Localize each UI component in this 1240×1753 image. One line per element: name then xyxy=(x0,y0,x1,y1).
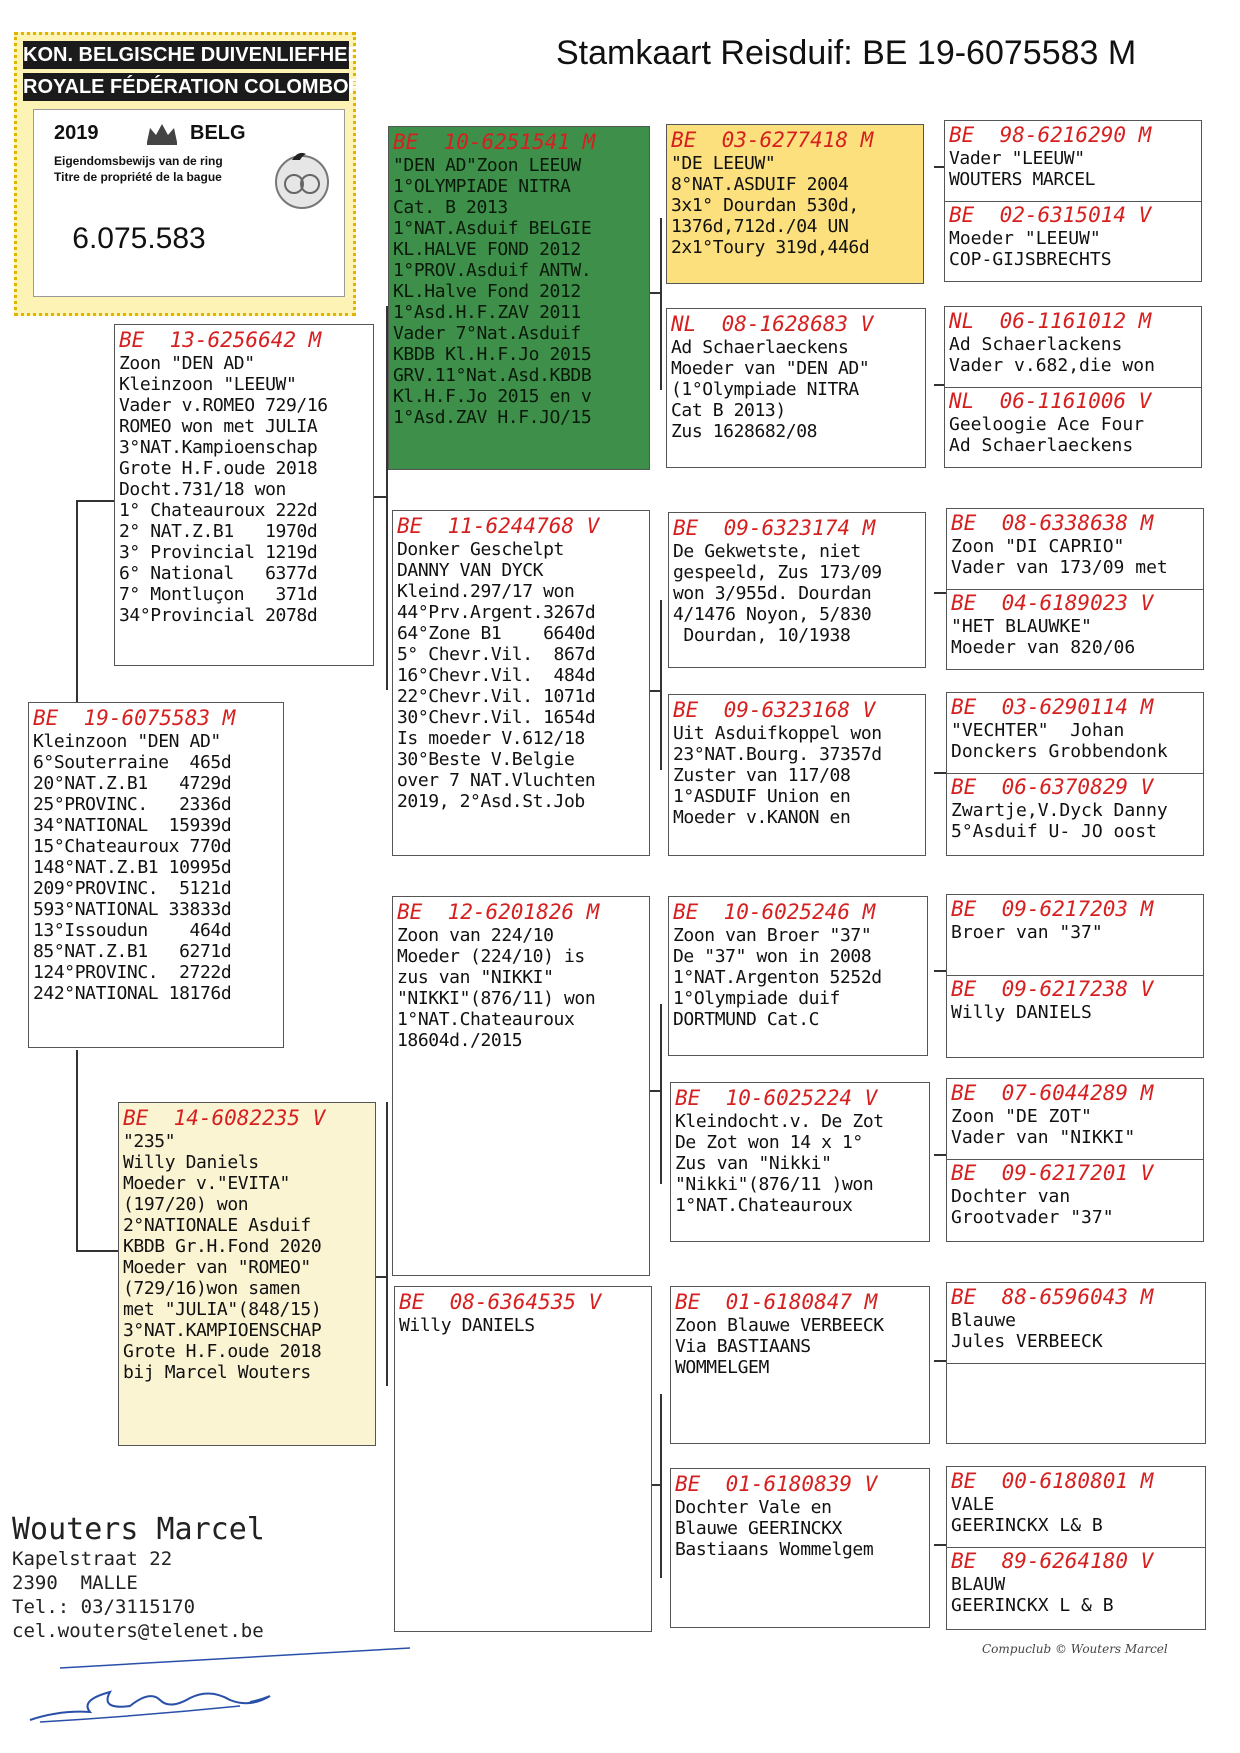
card-line: Ad Schaerlaeckens xyxy=(949,435,1134,456)
card-line: Blauwe xyxy=(951,1310,1017,1331)
card-line: 7° Montluçon 371d xyxy=(119,584,318,605)
connector-line xyxy=(374,496,388,498)
card-line: ROMEO won met JULIA xyxy=(119,416,318,437)
pigeon-card-ffff xyxy=(949,123,1151,190)
card-line: Cat B 2013) xyxy=(671,400,786,421)
card-line: 2°NATIONALE Asduif xyxy=(123,1215,311,1236)
pigeon-card-subject xyxy=(28,702,284,1048)
card-line: (197/20) won xyxy=(123,1194,249,1215)
card-line: Grote H.F.oude 2018 xyxy=(123,1341,322,1362)
card-line: 6° National 6377d xyxy=(119,563,318,584)
card-line: Zoon "DI CAPRIO" xyxy=(951,536,1125,557)
pigeon-pair-mff xyxy=(946,894,1204,1058)
ring-id: BE 06-6370829 V xyxy=(951,775,1154,799)
pigeon-card-mfmf xyxy=(951,1081,1153,1148)
card-line: 124°PROVINC. 2722d xyxy=(33,962,232,983)
pigeon-card-mf xyxy=(392,896,650,1276)
ring-id: NL 06-1161006 V xyxy=(949,389,1152,413)
pigeon-card-mother xyxy=(118,1102,376,1446)
page-title: Stamkaart Reisduif: BE 19-6075583 M xyxy=(556,34,1137,72)
card-line: Grootvader "37" xyxy=(951,1207,1114,1228)
card-line: COP-GIJSBRECHTS xyxy=(949,249,1112,270)
ring-card xyxy=(33,109,345,297)
card-line: Uit Asduifkoppel won xyxy=(673,723,882,744)
connector-line xyxy=(650,292,662,294)
ring-id: BE 01-6180847 M xyxy=(675,1290,878,1314)
connector-line xyxy=(660,1394,662,1578)
card-line: Kleinzoon "LEEUW" xyxy=(119,374,297,395)
divider xyxy=(947,1363,1205,1364)
card-line: Zwartje,V.Dyck Danny xyxy=(951,800,1168,821)
ring-id: BE 98-6216290 M xyxy=(949,123,1152,147)
owner-email: cel.wouters@telenet.be xyxy=(12,1620,264,1642)
pigeon-card-mffm xyxy=(951,977,1153,1023)
pigeon-card-mm xyxy=(394,1286,652,1632)
card-line: Broer van "37" xyxy=(951,922,1103,943)
pigeon-card-mmm xyxy=(670,1468,930,1628)
card-line: Moeder (224/10) is xyxy=(397,946,585,967)
card-line: 85°NAT.Z.B1 6271d xyxy=(33,941,232,962)
card-line: 34°Provincial 2078d xyxy=(119,605,318,626)
pigeon-card-fmf xyxy=(668,512,926,668)
card-line: 3°NAT.Kampioenschap xyxy=(119,437,318,458)
card-line: Moeder v."EVITA" xyxy=(123,1173,290,1194)
card-line: 15°Chateauroux 770d xyxy=(33,836,232,857)
connector-line xyxy=(934,1544,946,1546)
ring-id: BE 12-6201826 M xyxy=(397,900,600,924)
card-line: 64°Zone B1 6640d xyxy=(397,623,596,644)
card-line: 20°NAT.Z.B1 4729d xyxy=(33,773,232,794)
ring-id: BE 03-6290114 M xyxy=(951,695,1154,719)
ring-id: BE 09-6217201 V xyxy=(951,1161,1154,1185)
connector-line xyxy=(76,500,78,704)
ring-id: BE 13-6256642 M xyxy=(119,328,322,352)
connector-line xyxy=(650,1090,662,1092)
connector-line xyxy=(934,970,946,972)
card-line: Moeder van 820/06 xyxy=(951,637,1136,658)
ring-id: BE 08-6338638 M xyxy=(951,511,1154,535)
card-line: Zoon "DE ZOT" xyxy=(951,1106,1092,1127)
card-line: GEERINCKX L& B xyxy=(951,1515,1103,1536)
card-line: Donker Geschelpt xyxy=(397,539,564,560)
card-line: WOUTERS MARCEL xyxy=(949,169,1096,190)
card-line: Jules VERBEECK xyxy=(951,1331,1103,1352)
card-line: 209°PROVINC. 5121d xyxy=(33,878,232,899)
ownership-nl: Eigendomsbewijs van de ring xyxy=(54,154,223,168)
ring-id: BE 88-6596043 M xyxy=(951,1285,1154,1309)
card-line: Dourdan, 10/1938 xyxy=(673,625,851,646)
ring-number: 6.075.583 xyxy=(72,222,206,255)
card-line: Vader "LEEUW" xyxy=(949,148,1085,169)
federation-name-nl: KON. BELGISCHE DUIVENLIEFHEBBERSBOND xyxy=(23,41,349,69)
card-line: Via BASTIAANS xyxy=(675,1336,811,1357)
ring-id: BE 10-6025224 V xyxy=(675,1086,878,1110)
card-line: Vader van "NIKKI" xyxy=(951,1127,1136,1148)
card-line: Zoon "DEN AD" xyxy=(119,353,255,374)
pigeon-card-mmff xyxy=(951,1285,1153,1352)
pigeon-card-fmmm xyxy=(951,775,1168,842)
card-line: Cat. B 2013 xyxy=(393,197,508,218)
card-line: "VECHTER" Johan xyxy=(951,720,1125,741)
card-line: Kleindocht.v. De Zot xyxy=(675,1111,884,1132)
footer-credit: Compuclub © Wouters Marcel xyxy=(982,1642,1168,1656)
pigeon-card-mmf xyxy=(670,1286,930,1444)
card-line: 16°Chevr.Vil. 484d xyxy=(397,665,596,686)
card-line: Zoon van 224/10 xyxy=(397,925,554,946)
ring-id: BE 09-6323174 M xyxy=(673,516,876,540)
card-line: over 7 NAT.Vluchten xyxy=(397,770,596,791)
pigeon-card-mmmm xyxy=(951,1549,1153,1616)
card-line: 148°NAT.Z.B1 10995d xyxy=(33,857,232,878)
card-line: 1°NAT.Argenton 5252d xyxy=(673,967,882,988)
ring-id: BE 14-6082235 V xyxy=(123,1106,326,1130)
owner-phone: Tel.: 03/3115170 xyxy=(12,1596,196,1618)
card-line: Donckers Grobbendonk xyxy=(951,741,1168,762)
card-line: Vader van 173/09 met xyxy=(951,557,1168,578)
card-line: (729/16)won samen xyxy=(123,1278,301,1299)
card-line: "DE LEEUW" xyxy=(671,153,776,174)
card-line: (1°Olympiade NITRA xyxy=(671,379,859,400)
pigeon-card-ffmf xyxy=(949,309,1155,376)
pigeon-card-mfff xyxy=(951,897,1153,943)
connector-line xyxy=(660,600,662,770)
card-line: 2° NAT.Z.B1 1970d xyxy=(119,521,318,542)
card-line: KL.HALVE FOND 2012 xyxy=(393,239,581,260)
card-line: 3° Provincial 1219d xyxy=(119,542,318,563)
card-line: 1°OLYMPIADE NITRA xyxy=(393,176,571,197)
federation-logo-icon xyxy=(266,140,338,212)
ring-id: BE 09-6217238 V xyxy=(951,977,1154,1001)
pigeon-card-ffm xyxy=(666,308,926,468)
owner-name: Wouters Marcel xyxy=(12,1512,265,1547)
ring-id: BE 03-6277418 M xyxy=(671,128,874,152)
card-line: Bastiaans Wommelgem xyxy=(675,1539,874,1560)
card-line: zus van "NIKKI" xyxy=(397,967,554,988)
card-line: 1°NAT.Asduif BELGIE xyxy=(393,218,592,239)
ring-id: BE 07-6044289 M xyxy=(951,1081,1154,1105)
card-line: Willy Daniels xyxy=(123,1152,259,1173)
card-line: De Gekwetste, niet xyxy=(673,541,861,562)
ring-id: BE 09-6217203 M xyxy=(951,897,1154,921)
card-line: Ad Schaerlaeckens xyxy=(671,337,849,358)
card-line: Zoon van Broer "37" xyxy=(673,925,872,946)
ring-id: BE 02-6315014 V xyxy=(949,203,1152,227)
card-line: Kleind.297/17 won xyxy=(397,581,575,602)
ring-id: BE 10-6025246 M xyxy=(673,900,876,924)
card-line: "Nikki"(876/11 )won xyxy=(675,1174,874,1195)
card-line: Geeloogie Ace Four xyxy=(949,414,1145,435)
divider xyxy=(945,201,1201,202)
card-line: Willy DANIELS xyxy=(951,1002,1092,1023)
card-line: 8°NAT.ASDUIF 2004 xyxy=(671,174,849,195)
card-line: DANNY VAN DYCK xyxy=(397,560,544,581)
card-line: "DEN AD"Zoon LEEUW xyxy=(393,155,581,176)
card-line: Grote H.F.oude 2018 xyxy=(119,458,318,479)
ring-id: NL 06-1161012 M xyxy=(949,309,1152,333)
card-line: GRV.11°Nat.Asd.KBDB xyxy=(393,365,592,386)
card-line: 1°PROV.Asduif ANTW. xyxy=(393,260,592,281)
connector-line xyxy=(650,690,662,692)
connector-line xyxy=(76,1050,78,1250)
card-line: met "JULIA"(848/15) xyxy=(123,1299,322,1320)
card-line: 1°Asd.H.F.ZAV 2011 xyxy=(393,302,581,323)
card-line: won 3/955d. Dourdan xyxy=(673,583,872,604)
card-line: Is moeder V.612/18 xyxy=(397,728,585,749)
card-line: 2019, 2°Asd.St.Job xyxy=(397,791,585,812)
card-line: 23°NAT.Bourg. 37357d xyxy=(673,744,882,765)
card-line: 6°Souterraine 465d xyxy=(33,752,232,773)
connector-line xyxy=(76,1250,118,1252)
card-line: 30°Chevr.Vil. 1654d xyxy=(397,707,596,728)
card-line: 5°Asduif U- JO oost xyxy=(951,821,1157,842)
pigeon-pair-mmf xyxy=(946,1282,1206,1444)
pigeon-pair-mfm xyxy=(946,1078,1204,1242)
connector-line xyxy=(934,592,946,594)
divider xyxy=(947,773,1203,774)
connector-line xyxy=(934,1154,946,1156)
ring-id: BE 00-6180801 M xyxy=(951,1469,1154,1493)
ring-id: BE 09-6323168 V xyxy=(673,698,876,722)
pigeon-pair-mmm xyxy=(946,1466,1206,1630)
pigeon-card-fffm xyxy=(949,203,1151,270)
pigeon-card-mff xyxy=(668,896,928,1056)
card-line: De Zot won 14 x 1° xyxy=(675,1132,863,1153)
crown-icon xyxy=(144,120,180,146)
card-line: bij Marcel Wouters xyxy=(123,1362,311,1383)
card-line: "NIKKI"(876/11) won xyxy=(397,988,596,1009)
ring-id: BE 01-6180839 V xyxy=(675,1472,878,1496)
card-line: WOMMELGEM xyxy=(675,1357,769,1378)
card-line: "235" xyxy=(123,1131,176,1152)
card-line: KL.Halve Fond 2012 xyxy=(393,281,581,302)
owner-street: Kapelstraat 22 xyxy=(12,1548,173,1570)
card-line: Willy DANIELS xyxy=(399,1315,535,1336)
ring-id: NL 08-1628683 V xyxy=(671,312,874,336)
card-line: Docht.731/18 won xyxy=(119,479,286,500)
pigeon-pair-fm xyxy=(944,306,1202,468)
card-line: KBDB Gr.H.Fond 2020 xyxy=(123,1236,322,1257)
card-line: Vader v.682,die won xyxy=(949,355,1155,376)
card-line: BLAUW xyxy=(951,1574,1006,1595)
card-line: 1°NAT.Chateauroux xyxy=(675,1195,853,1216)
card-line: 3°NAT.KAMPIOENSCHAP xyxy=(123,1320,322,1341)
connector-line xyxy=(660,218,662,390)
ring-year: 2019 xyxy=(54,122,99,144)
pigeon-card-fff xyxy=(666,124,924,284)
divider xyxy=(947,589,1203,590)
card-line: VALE xyxy=(951,1494,995,1515)
pigeon-pair-mm xyxy=(946,692,1204,856)
card-line: 1°Olympiade duif xyxy=(673,988,840,1009)
card-line: Moeder van "DEN AD" xyxy=(671,358,870,379)
card-line: Moeder "LEEUW" xyxy=(949,228,1101,249)
ownership-fr: Titre de propriété de la bague xyxy=(54,170,222,184)
card-line: KBDB Kl.H.F.Jo 2015 xyxy=(393,344,592,365)
ring-id: BE 19-6075583 M xyxy=(33,706,236,730)
pigeon-card-fmff xyxy=(951,511,1168,578)
card-line: 4/1476 Noyon, 5/830 xyxy=(673,604,872,625)
ring-id: BE 11-6244768 V xyxy=(397,514,600,538)
card-line: Vader v.ROMEO 729/16 xyxy=(119,395,328,416)
connector-line xyxy=(76,500,114,502)
card-line: 1376d,712d./04 UN xyxy=(671,216,849,237)
card-line: 2x1°Toury 319d,446d xyxy=(671,237,870,258)
card-line: 22°Chevr.Vil. 1071d xyxy=(397,686,596,707)
pigeon-card-mfmm xyxy=(951,1161,1153,1228)
card-line: GEERINCKX L & B xyxy=(951,1595,1114,1616)
connector-line xyxy=(374,1276,388,1278)
card-line: Zuster van 117/08 xyxy=(673,765,851,786)
pigeon-card-father xyxy=(114,324,374,666)
card-line: Ad Schaerlackens xyxy=(949,334,1123,355)
card-line: 1°Asd.ZAV H.F.JO/15 xyxy=(393,407,592,428)
connector-line xyxy=(660,1004,662,1184)
pigeon-card-fm xyxy=(392,510,650,856)
card-line: Dochter van xyxy=(951,1186,1071,1207)
ring-country: BELG xyxy=(190,122,246,144)
card-line: 593°NATIONAL 33833d xyxy=(33,899,232,920)
card-line: 1°NAT.Chateauroux xyxy=(397,1009,575,1030)
card-line: 13°Issoudun 464d xyxy=(33,920,232,941)
pigeon-card-fmfm xyxy=(951,591,1153,658)
ring-id: BE 89-6264180 V xyxy=(951,1549,1154,1573)
card-line: "HET BLAUWKE" xyxy=(951,616,1092,637)
card-line: 1° Chateauroux 222d xyxy=(119,500,318,521)
connector-line xyxy=(934,772,946,774)
divider xyxy=(947,975,1203,976)
card-line: Zoon Blauwe VERBEECK xyxy=(675,1315,884,1336)
card-line: 18604d./2015 xyxy=(397,1030,523,1051)
card-line: Blauwe GEERINCKX xyxy=(675,1518,842,1539)
card-line: Kl.H.F.Jo 2015 en v xyxy=(393,386,592,407)
owner-city: 2390 MALLE xyxy=(12,1572,138,1594)
card-line: Zus 1628682/08 xyxy=(671,421,818,442)
connector-line xyxy=(934,1360,946,1362)
pigeon-card-ffmm xyxy=(949,389,1151,456)
card-line: Moeder van "ROMEO" xyxy=(123,1257,311,1278)
card-line: 34°NATIONAL 15939d xyxy=(33,815,232,836)
pigeon-card-fmmf xyxy=(951,695,1168,762)
card-line: gespeeld, Zus 173/09 xyxy=(673,562,882,583)
card-line: Moeder v.KANON en xyxy=(673,807,851,828)
card-line: De "37" won in 2008 xyxy=(673,946,872,967)
card-line: 44°Prv.Argent.3267d xyxy=(397,602,596,623)
card-line: 1°ASDUIF Union en xyxy=(673,786,851,807)
divider xyxy=(945,387,1201,388)
pigeon-card-mmmf xyxy=(951,1469,1153,1536)
card-line: 242°NATIONAL 18176d xyxy=(33,983,232,1004)
card-line: Zus van "Nikki" xyxy=(675,1153,832,1174)
ring-id: BE 04-6189023 V xyxy=(951,591,1154,615)
pigeon-pair-ff xyxy=(944,120,1202,282)
card-line: Kleinzoon "DEN AD" xyxy=(33,731,221,752)
federation-name-fr: ROYALE FÉDÉRATION COLOMBOPHILE BELGE xyxy=(23,73,349,101)
pigeon-card-fmm xyxy=(668,694,926,856)
ring-id: BE 08-6364535 V xyxy=(399,1290,602,1314)
card-line: 3x1° Dourdan 530d, xyxy=(671,195,859,216)
pigeon-card-ff xyxy=(388,126,650,470)
pigeon-pair-mf xyxy=(946,508,1204,670)
card-line: 5° Chevr.Vil. 867d xyxy=(397,644,596,665)
card-line: DORTMUND Cat.C xyxy=(673,1009,820,1030)
card-line: Dochter Vale en xyxy=(675,1497,832,1518)
ring-id: BE 10-6251541 M xyxy=(393,130,596,154)
card-line: 30°Beste V.Belgie xyxy=(397,749,575,770)
card-line: 25°PROVINC. 2336d xyxy=(33,794,232,815)
pigeon-card-mfm xyxy=(670,1082,930,1242)
card-line: Vader 7°Nat.Asduif xyxy=(393,323,581,344)
signature-icon xyxy=(20,1640,420,1740)
divider xyxy=(947,1159,1203,1160)
connector-line xyxy=(386,1102,388,1386)
divider xyxy=(947,1547,1205,1548)
